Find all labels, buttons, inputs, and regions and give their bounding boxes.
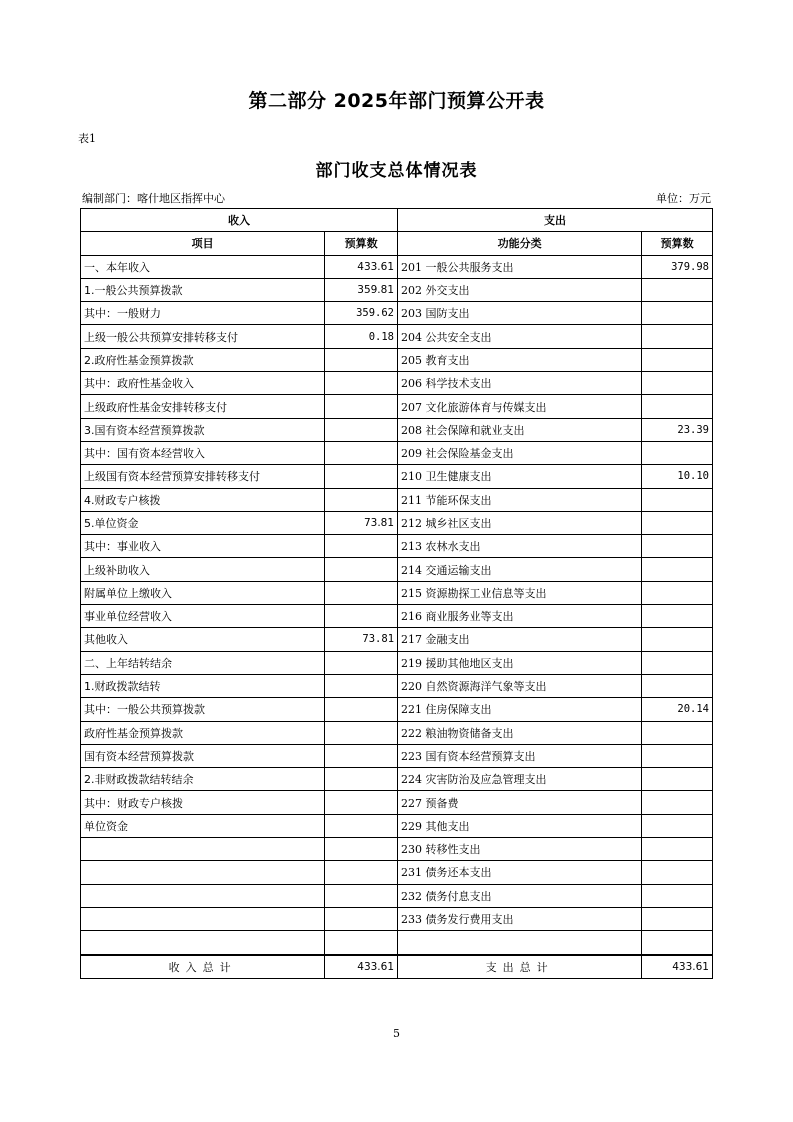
budget-table	[80, 208, 713, 979]
expense-amount-cell	[642, 651, 713, 674]
expense-function-cell: 202 外交支出	[398, 278, 642, 301]
table-row	[81, 605, 713, 628]
table-row	[81, 698, 713, 721]
income-item-cell: 5.单位资金	[81, 511, 325, 534]
total-row	[81, 955, 713, 979]
income-item-cell: 国有资本经营预算拨款	[81, 744, 325, 767]
expense-amount-cell	[642, 511, 713, 534]
expense-amount-cell	[642, 581, 713, 604]
income-item-cell: 其他收入	[81, 628, 325, 651]
table-row	[81, 628, 713, 651]
expense-amount-cell	[642, 814, 713, 837]
expense-function-cell: 216 商业服务业等支出	[398, 605, 642, 628]
expense-amount-cell	[642, 278, 713, 301]
income-item-cell: 其中：国有资本经营收入	[81, 441, 325, 464]
income-item-cell: 上级政府性基金安排转移支付	[81, 395, 325, 418]
unit-label: 单位：万元	[656, 192, 711, 205]
income-item-cell: 附属单位上缴收入	[81, 581, 325, 604]
expense-function-cell: 201 一般公共服务支出	[398, 255, 642, 278]
income-amount-cell	[325, 418, 398, 441]
part-title: 第二部分 2025年部门预算公开表	[248, 90, 545, 112]
expense-amount-cell	[642, 721, 713, 744]
income-amount-cell	[325, 395, 398, 418]
income-amount-cell	[325, 581, 398, 604]
expense-function-cell: 223 国有资本经营预算支出	[398, 744, 642, 767]
expense-function-cell: 220 自然资源海洋气象等支出	[398, 674, 642, 697]
expense-function-cell: 204 公共安全支出	[398, 325, 642, 348]
income-item-cell: 二、上年结转结余	[81, 651, 325, 674]
table-row	[81, 302, 713, 325]
header-row-columns	[81, 232, 713, 255]
income-amount-cell	[325, 535, 398, 558]
table-row	[81, 558, 713, 581]
income-amount-cell: 73.81	[325, 628, 398, 651]
income-item-cell: 其中：一般财力	[81, 302, 325, 325]
expense-function-cell: 229 其他支出	[398, 814, 642, 837]
income-amount-cell	[325, 558, 398, 581]
table-row	[81, 535, 713, 558]
table-row	[81, 861, 713, 884]
expense-amount-cell	[642, 395, 713, 418]
income-amount-cell	[325, 768, 398, 791]
income-amount-cell	[325, 348, 398, 371]
income-item-cell: 4.财政专户核拨	[81, 488, 325, 511]
table-row	[81, 418, 713, 441]
income-amount-cell	[325, 721, 398, 744]
expense-function-cell: 209 社会保险基金支出	[398, 441, 642, 464]
income-amount-cell: 359.62	[325, 302, 398, 325]
income-amount-cell	[325, 838, 398, 861]
income-amount-cell	[325, 791, 398, 814]
income-item-cell	[81, 838, 325, 861]
function-class-column-header: 功能分类	[398, 232, 642, 255]
expense-amount-cell	[642, 744, 713, 767]
table-row	[81, 838, 713, 861]
income-amount-cell	[325, 814, 398, 837]
income-item-cell: 1.一般公共预算拨款	[81, 278, 325, 301]
expense-function-cell: 207 文化旅游体育与传媒支出	[398, 395, 642, 418]
income-amount-cell: 73.81	[325, 511, 398, 534]
income-item-cell: 其中：政府性基金收入	[81, 372, 325, 395]
income-amount-cell	[325, 372, 398, 395]
income-item-cell: 其中：一般公共预算拨款	[81, 698, 325, 721]
expense-amount-cell	[642, 325, 713, 348]
income-item-cell: 3.国有资本经营预算拨款	[81, 418, 325, 441]
income-header: 收入	[81, 209, 398, 232]
expense-amount-cell	[642, 302, 713, 325]
expense-amount-cell	[642, 907, 713, 930]
compiling-department: 编制部门：喀什地区指挥中心	[82, 192, 225, 205]
income-amount-cell: 433.61	[325, 255, 398, 278]
income-amount-cell	[325, 465, 398, 488]
income-item-cell: 2.政府性基金预算拨款	[81, 348, 325, 371]
income-amount-cell	[325, 441, 398, 464]
income-item-cell: 1.财政拨款结转	[81, 674, 325, 697]
income-item-cell: 上级一般公共预算安排转移支付	[81, 325, 325, 348]
expense-amount-cell	[642, 861, 713, 884]
expense-function-cell: 206 科学技术支出	[398, 372, 642, 395]
item-column-header: 项目	[81, 232, 325, 255]
expense-function-cell: 231 债务还本支出	[398, 861, 642, 884]
income-item-cell	[81, 931, 325, 955]
table-row	[81, 372, 713, 395]
expense-function-cell: 230 转移性支出	[398, 838, 642, 861]
expense-amount-cell: 10.10	[642, 465, 713, 488]
expense-amount-cell	[642, 791, 713, 814]
income-item-cell	[81, 884, 325, 907]
expense-function-cell: 227 预备费	[398, 791, 642, 814]
table-body	[81, 255, 713, 954]
income-amount-cell	[325, 861, 398, 884]
income-item-cell	[81, 861, 325, 884]
expense-function-cell: 211 节能环保支出	[398, 488, 642, 511]
income-item-cell: 2.非财政拨款结转结余	[81, 768, 325, 791]
income-item-cell: 事业单位经营收入	[81, 605, 325, 628]
table-row	[81, 348, 713, 371]
table-row	[81, 488, 713, 511]
expense-amount-cell: 23.39	[642, 418, 713, 441]
income-total-amount: 433.61	[325, 955, 398, 979]
income-amount-cell	[325, 884, 398, 907]
income-amount-cell	[325, 605, 398, 628]
expense-amount-cell	[642, 674, 713, 697]
table-row	[81, 465, 713, 488]
expense-function-cell: 212 城乡社区支出	[398, 511, 642, 534]
expense-function-cell: 224 灾害防治及应急管理支出	[398, 768, 642, 791]
income-amount-cell	[325, 907, 398, 930]
income-item-cell: 上级国有资本经营预算安排转移支付	[81, 465, 325, 488]
table-row	[81, 278, 713, 301]
income-item-cell: 其中：事业收入	[81, 535, 325, 558]
table-row	[81, 511, 713, 534]
table-title: 部门收支总体情况表	[315, 161, 478, 181]
income-amount-cell: 359.81	[325, 278, 398, 301]
income-item-cell	[81, 907, 325, 930]
expense-function-cell: 221 住房保障支出	[398, 698, 642, 721]
expense-function-cell: 232 债务付息支出	[398, 884, 642, 907]
expense-amount-cell	[642, 605, 713, 628]
table-row	[81, 744, 713, 767]
expense-amount-cell	[642, 441, 713, 464]
income-amount-cell	[325, 674, 398, 697]
income-amount-cell	[325, 651, 398, 674]
table-row	[81, 651, 713, 674]
budget-column-header: 预算数	[325, 232, 398, 255]
table-row	[81, 931, 713, 955]
budget2-column-header: 预算数	[642, 232, 713, 255]
income-amount-cell: 0.18	[325, 325, 398, 348]
expense-function-cell: 208 社会保障和就业支出	[398, 418, 642, 441]
table-row	[81, 884, 713, 907]
expense-amount-cell	[642, 931, 713, 955]
expense-header: 支出	[398, 209, 713, 232]
income-item-cell: 其中：财政专户核拨	[81, 791, 325, 814]
table-row	[81, 814, 713, 837]
table-number: 表1	[78, 132, 96, 145]
expense-function-cell: 222 粮油物资储备支出	[398, 721, 642, 744]
table-row	[81, 768, 713, 791]
expense-function-cell	[398, 931, 642, 955]
expense-amount-cell	[642, 372, 713, 395]
expense-amount-cell	[642, 628, 713, 651]
income-amount-cell	[325, 744, 398, 767]
expense-amount-cell	[642, 768, 713, 791]
income-item-cell: 单位资金	[81, 814, 325, 837]
table-row	[81, 907, 713, 930]
expense-amount-cell: 379.98	[642, 255, 713, 278]
expense-function-cell: 210 卫生健康支出	[398, 465, 642, 488]
expense-amount-cell	[642, 884, 713, 907]
expense-function-cell: 205 教育支出	[398, 348, 642, 371]
table-row	[81, 721, 713, 744]
income-item-cell: 政府性基金预算拨款	[81, 721, 325, 744]
table-row	[81, 395, 713, 418]
table-row	[81, 255, 713, 278]
expense-function-cell: 215 资源勘探工业信息等支出	[398, 581, 642, 604]
table-row	[81, 791, 713, 814]
expense-total-amount: 433.61	[642, 955, 713, 979]
page-number: 5	[393, 1027, 400, 1040]
expense-total-label: 支出总计	[398, 955, 642, 979]
income-item-cell: 上级补助收入	[81, 558, 325, 581]
expense-function-cell: 213 农林水支出	[398, 535, 642, 558]
expense-function-cell: 217 金融支出	[398, 628, 642, 651]
income-amount-cell	[325, 931, 398, 955]
expense-amount-cell	[642, 348, 713, 371]
expense-amount-cell	[642, 838, 713, 861]
table-row	[81, 325, 713, 348]
table-row	[81, 674, 713, 697]
income-amount-cell	[325, 698, 398, 721]
income-total-label: 收入总计	[81, 955, 325, 979]
expense-amount-cell	[642, 535, 713, 558]
expense-amount-cell	[642, 488, 713, 511]
table-row	[81, 581, 713, 604]
expense-function-cell: 214 交通运输支出	[398, 558, 642, 581]
expense-function-cell: 203 国防支出	[398, 302, 642, 325]
header-row-group	[81, 209, 713, 232]
expense-function-cell: 219 援助其他地区支出	[398, 651, 642, 674]
income-amount-cell	[325, 488, 398, 511]
table-row	[81, 441, 713, 464]
income-item-cell: 一、本年收入	[81, 255, 325, 278]
expense-amount-cell: 20.14	[642, 698, 713, 721]
expense-function-cell: 233 债务发行费用支出	[398, 907, 642, 930]
expense-amount-cell	[642, 558, 713, 581]
